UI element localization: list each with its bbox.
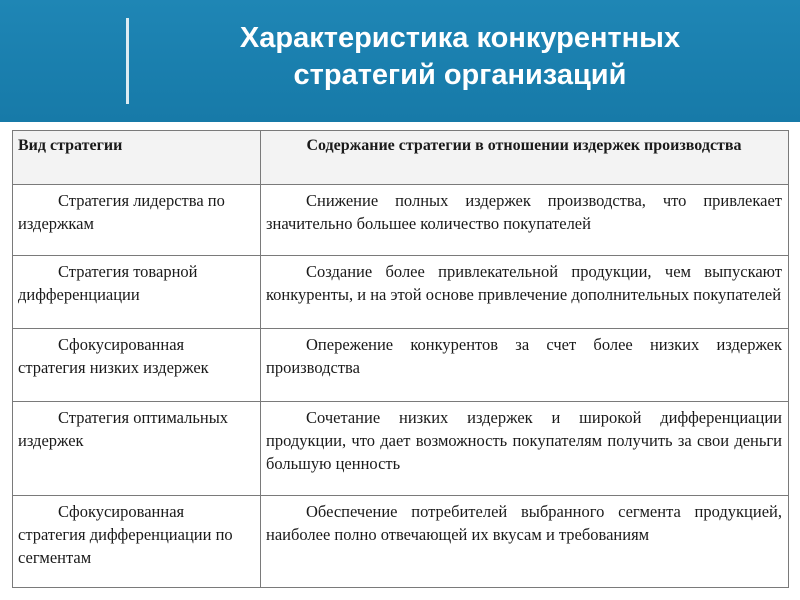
table-row [13, 185, 789, 256]
strategy-name-cell: Сфокусированная стратегия низких издержек [13, 329, 261, 402]
table-header-row [13, 131, 789, 185]
slide-title [180, 20, 740, 94]
strategy-name-cell: Стратегия товарной дифференциации [13, 256, 261, 329]
strategy-name-cell: Сфокусированная стратегия дифференциации по сегментам [13, 496, 261, 588]
strategy-description-cell: Снижение полных издержек производства, что привлекает значительно большее количество покупателей [261, 185, 789, 256]
strategy-name-cell: Стратегия лидерства по издержкам [13, 185, 261, 256]
strategy-description-cell: Сочетание низких издержек и широкой дифференциации продукции, что дает возможность покупателям получить за свои деньги большую ценность [261, 402, 789, 496]
table-row [13, 329, 789, 402]
strategy-description-cell: Обеспечение потребителей выбранного сегмента продукцией, наиболее полно отвечающей их вкусам и требованиям [261, 496, 789, 588]
strategy-name-cell: Стратегия оптимальных издержек [13, 402, 261, 496]
column-header-strategy-content: Содержание стратегии в отношении издержек производства [261, 131, 789, 185]
header-divider-line [126, 18, 129, 104]
column-header-strategy-type: Вид стратегии [13, 131, 261, 185]
strategy-description-cell: Создание более привлекательной продукции, чем выпускают конкуренты, и на этой основе привлечение дополнительных покупателей [261, 256, 789, 329]
slide-title-line-1: Характеристика конкурентных [239, 22, 681, 54]
table-row [13, 256, 789, 329]
slide-title-line-2: стратегий организаций [293, 59, 627, 91]
strategy-table [12, 130, 789, 588]
table-row [13, 402, 789, 496]
slide-header [0, 0, 800, 122]
strategy-description-cell: Опережение конкурентов за счет более низких издержек производства [261, 329, 789, 402]
table-row [13, 496, 789, 588]
